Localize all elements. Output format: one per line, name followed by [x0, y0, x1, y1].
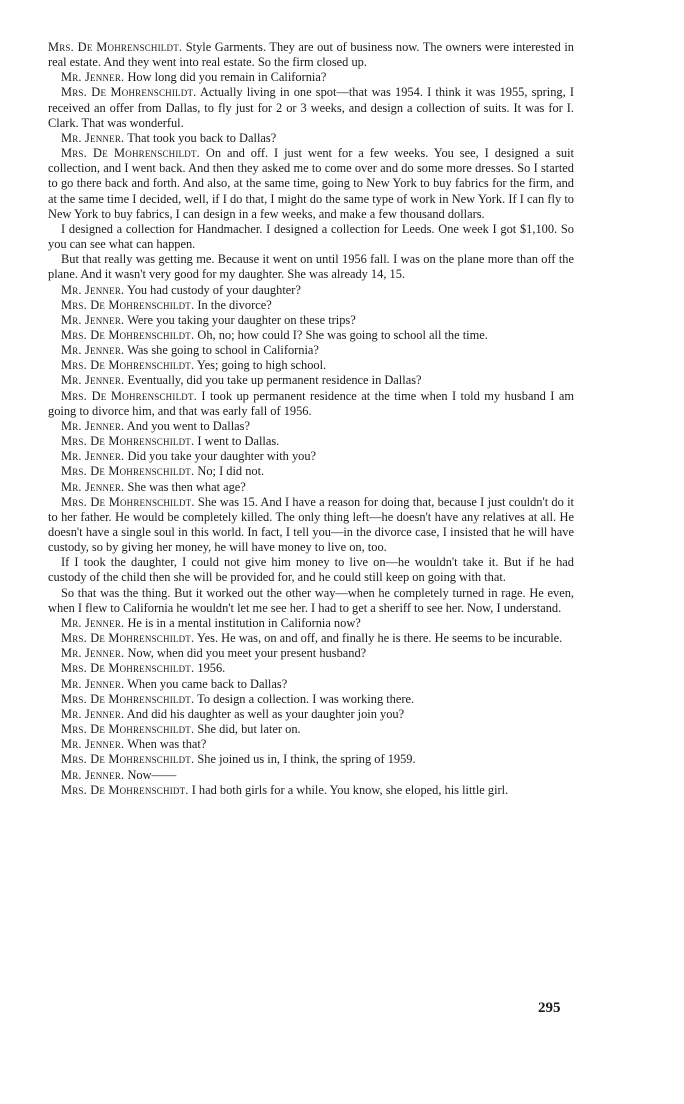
testimony-paragraph [48, 131, 574, 146]
paragraph-text: Now, when did you meet your present husband? [127, 646, 367, 661]
testimony-paragraph [48, 419, 574, 434]
testimony-paragraph [48, 252, 574, 282]
paragraph-text: You had custody of your daughter? [126, 282, 301, 297]
paragraph-text: And you went to Dallas? [126, 418, 250, 433]
testimony-paragraph [48, 783, 574, 798]
testimony-paragraph [48, 343, 574, 358]
speaker-label: Mrs. De Mohrenschildt. [61, 85, 197, 100]
speaker-label: Mrs. De Mohrenschildt. [61, 722, 195, 737]
testimony-paragraph [48, 616, 574, 631]
speaker-label: Mr. Jenner. [61, 479, 125, 494]
paragraph-text: But that really was getting me. Because it went on until 1956 fall. I was on the plane more than off the plane. And it wasn't very good for my daughter. She was already 14, 15. [48, 252, 574, 282]
speaker-label: Mr. Jenner. [61, 767, 125, 782]
speaker-label: Mrs. De Mohrenschildt. [61, 631, 195, 646]
paragraph-text: Yes. He was, on and off, and finally he is there. He seems to be incurable. [196, 631, 563, 646]
testimony-paragraph [48, 328, 574, 343]
paragraph-text: I went to Dallas. [197, 434, 280, 449]
page-number: 295 [538, 1000, 561, 1016]
speaker-label: Mr. Jenner. [61, 418, 125, 433]
paragraph-text: She was 15. And I have a reason for doing that, because I just couldn't do it to her father. He would be completely killed. The only thing left—he doesn't have any relatives at all. He doesn't have a single soul in this world. In fact, I tell you—in the divorce case, I insisted that he will have custody, so by giving her money, he will have money to live on, too. [48, 494, 574, 555]
paragraph-text: When you came back to Dallas? [127, 676, 288, 691]
paragraph-text: No; I did not. [197, 464, 265, 479]
paragraph-text: Yes; going to high school. [196, 358, 327, 373]
testimony-paragraph [48, 283, 574, 298]
paragraph-text: She was then what age? [127, 479, 246, 494]
speaker-label: Mr. Jenner. [61, 312, 125, 327]
paragraph-text: I took up permanent residence at the time when I told my husband I am going to divorce him, and that was early fall of 1956. [48, 388, 574, 418]
testimony-paragraph [48, 737, 574, 752]
paragraph-text: 1956. [197, 661, 226, 676]
speaker-label: Mrs. De Mohrenschildt. [61, 752, 195, 767]
speaker-label: Mrs. De Mohrenschildt. [61, 388, 197, 403]
testimony-paragraph [48, 692, 574, 707]
speaker-label: Mr. Jenner. [61, 282, 125, 297]
testimony-paragraph [48, 389, 574, 419]
testimony-paragraph [48, 555, 574, 585]
speaker-label: Mrs. De Mohrenschildt. [61, 434, 195, 449]
testimony-paragraph [48, 373, 574, 388]
testimony-paragraph [48, 495, 574, 556]
testimony-paragraph [48, 464, 574, 479]
testimony-paragraph [48, 586, 574, 616]
paragraph-text: That took you back to Dallas? [127, 130, 277, 145]
testimony-paragraph [48, 631, 574, 646]
speaker-label: Mrs. De Mohrenschildt. [61, 297, 195, 312]
paragraph-text: Were you taking your daughter on these trips? [127, 312, 356, 327]
speaker-label: Mr. Jenner. [61, 737, 125, 752]
testimony-paragraph [48, 722, 574, 737]
speaker-label: Mr. Jenner. [61, 449, 125, 464]
testimony-paragraph [48, 677, 574, 692]
paragraph-text: And did his daughter as well as your daughter join you? [126, 706, 405, 721]
paragraph-text: Did you take your daughter with you? [127, 449, 317, 464]
testimony-paragraph [48, 752, 574, 767]
speaker-label: Mr. Jenner. [61, 130, 125, 145]
testimony-paragraph [48, 298, 574, 313]
testimony-paragraph [48, 85, 574, 130]
paragraph-text: Eventually, did you take up permanent residence in Dallas? [127, 373, 422, 388]
speaker-label: Mrs. De Mohrenschildt. [61, 327, 195, 342]
speaker-label: Mr. Jenner. [61, 676, 125, 691]
paragraph-text: How long did you remain in California? [127, 70, 327, 85]
paragraph-text: In the divorce? [197, 297, 272, 312]
speaker-label: Mr. Jenner. [61, 706, 125, 721]
paragraph-text: She joined us in, I think, the spring of 1959. [197, 752, 416, 767]
paragraph-text: Now—— [127, 767, 177, 782]
paragraph-text: To design a collection. I was working there. [197, 691, 415, 706]
speaker-label: Mrs. De Mohrenschildt. [61, 691, 195, 706]
paragraph-text: On and off. I just went for a few weeks. You see, I designed a suit collection, and I went back. And then they asked me to come over and do some more dresses. So I started to go there back and forth. And also, at the same time, going to New York to buy fabrics for the firm, and at the same time I decided, well, if I do that, I might do the same type of work in New York. If I can fly to New York to buy fabrics, I can design in a few weeks, and make a few thousand dollars. [48, 146, 574, 221]
testimony-paragraph [48, 449, 574, 464]
speaker-label: Mrs. De Mohrenschildt. [61, 146, 200, 161]
testimony-paragraph [48, 661, 574, 676]
speaker-label: Mrs. De Mohrenschildt. [48, 40, 183, 54]
paragraph-text: I had both girls for a while. You know, she eloped, his little girl. [191, 782, 509, 797]
testimony-paragraph [48, 222, 574, 252]
paragraph-text: If I took the daughter, I could not give him money to live on—he wouldn't take it. But if he had custody of the child then she will be provided for, and he could still keep on going with that. [48, 555, 574, 585]
paragraph-text: When was that? [127, 737, 207, 752]
paragraph-text: He is in a mental institution in California now? [127, 615, 361, 630]
paragraph-text: Was she going to school in California? [127, 343, 319, 358]
speaker-label: Mrs. De Mohrenschidt. [61, 782, 189, 797]
testimony-paragraph [48, 40, 574, 70]
paragraph-text: I designed a collection for Handmacher. I designed a collection for Leeds. One week I got $1,100. So you can see what can happen. [48, 221, 574, 252]
speaker-label: Mr. Jenner. [61, 373, 125, 388]
transcript-page [48, 40, 574, 798]
speaker-label: Mr. Jenner. [61, 343, 125, 358]
testimony-paragraph [48, 313, 574, 328]
paragraph-text: Style Garments. They are out of business now. The owners were interested in real estate. And they went into real estate. So the firm closed up. [48, 40, 574, 70]
speaker-label: Mr. Jenner. [61, 646, 125, 661]
testimony-paragraph [48, 70, 574, 85]
testimony-paragraph [48, 434, 574, 449]
speaker-label: Mrs. De Mohrenschildt. [61, 661, 195, 676]
paragraph-text: Oh, no; how could I? She was going to school all the time. [197, 327, 488, 342]
speaker-label: Mrs. De Mohrenschildt. [61, 358, 195, 373]
testimony-paragraph [48, 146, 574, 222]
paragraph-text: Actually living in one spot—that was 1954. I think it was 1955, spring, I received an offer from Dallas, to fly just for 2 or 3 weeks, and design a collection of suits. It was for I. Clark. That was wonderful. [48, 85, 575, 130]
speaker-label: Mr. Jenner. [61, 615, 125, 630]
paragraph-text: She did, but later on. [197, 722, 301, 737]
speaker-label: Mrs. De Mohrenschildt. [61, 494, 195, 509]
speaker-label: Mrs. De Mohrenschildt. [61, 464, 195, 479]
testimony-paragraph [48, 646, 574, 661]
speaker-label: Mr. Jenner. [61, 70, 125, 85]
testimony-paragraph [48, 480, 574, 495]
paragraph-text: So that was the thing. But it worked out the other way—when he completely turned in rage. He even, when I flew to California he wouldn't let me see her. I had to get a sheriff to see her. Now, I understand. [48, 585, 574, 615]
testimony-paragraph [48, 768, 574, 783]
testimony-paragraph [48, 707, 574, 722]
testimony-paragraph [48, 358, 574, 373]
